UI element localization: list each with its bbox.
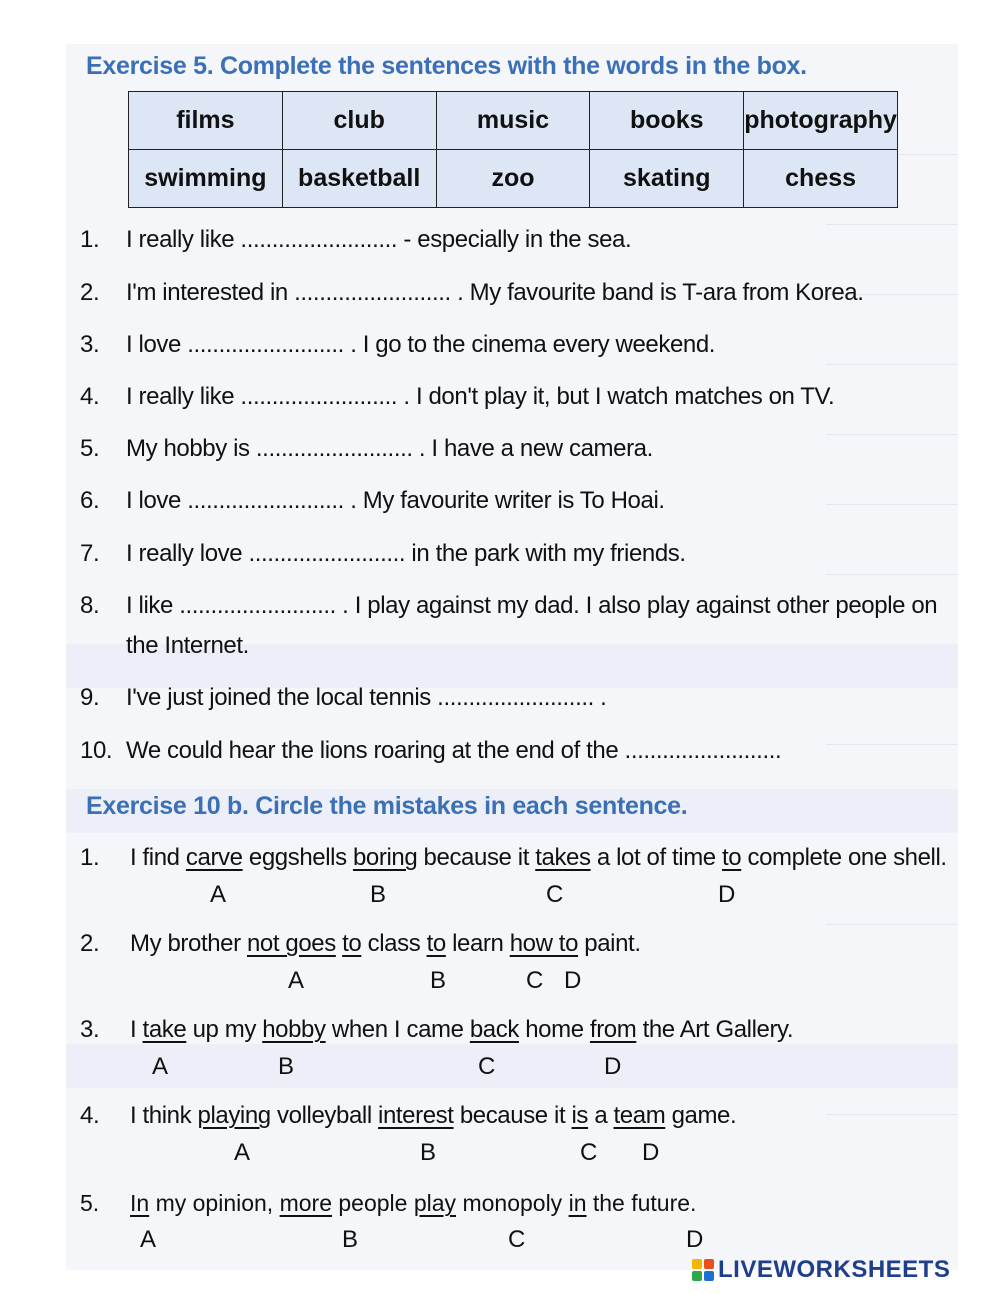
exercise10b-title: Exercise 10 b. Circle the mistakes in each sentence. — [86, 792, 688, 820]
option-c-underline[interactable]: to — [426, 930, 446, 957]
item-number: 5. — [80, 435, 100, 462]
exercise5-title: Exercise 5. Complete the sentences with the words in the box. — [86, 52, 807, 80]
question-4 — [80, 1102, 736, 1130]
item-number: 4. — [80, 383, 100, 410]
option-b-underline[interactable]: more — [279, 1190, 332, 1216]
item-number: 1. — [80, 226, 100, 253]
item-text: I love ......................... . My favourite writer is To Hoai. — [126, 487, 665, 514]
word-cell: books — [590, 92, 744, 150]
sentence-item — [80, 737, 781, 765]
sentence-item — [80, 383, 834, 411]
option-c-underline[interactable]: play — [413, 1190, 457, 1216]
word-cell: zoo — [436, 150, 590, 208]
item-number: 3. — [80, 331, 100, 358]
option-letter-b: B — [370, 881, 387, 908]
sentence-part: up my — [186, 1016, 263, 1043]
option-a-underline[interactable]: take — [142, 1016, 187, 1043]
word-cell: films — [129, 92, 283, 150]
option-a-underline[interactable]: not goes — [246, 930, 336, 957]
sentence-item — [80, 684, 606, 712]
sentence-part: I find — [130, 844, 186, 871]
option-letter-a: A — [140, 1226, 157, 1253]
sentence-item — [80, 487, 665, 515]
option-b-underline[interactable]: boring — [352, 844, 418, 871]
option-letter-c: C — [478, 1053, 496, 1080]
question-1 — [80, 844, 947, 872]
word-cell: chess — [744, 150, 898, 208]
sentence-part: when I came — [325, 1016, 470, 1043]
word-cell: skating — [590, 150, 744, 208]
option-letter-d: D — [642, 1139, 660, 1166]
sentence-part: my opinion, — [149, 1190, 280, 1216]
sentence-part: paint. — [578, 930, 641, 957]
item-text: I really like ......................... . I don't play it, but I watch matches on TV. — [126, 383, 835, 410]
sentence-part: because it — [453, 1102, 572, 1129]
sentence-part: the future. — [586, 1190, 697, 1216]
option-letter-c: C — [580, 1139, 598, 1166]
sentence-part: I — [130, 1016, 143, 1043]
logo-icon — [692, 1259, 714, 1281]
option-d-underline[interactable]: to — [722, 844, 742, 871]
option-c-underline[interactable]: is — [571, 1102, 589, 1129]
sentence-part: because it — [417, 844, 536, 871]
sentence-part: home — [518, 1016, 590, 1043]
item-number: 2. — [80, 279, 100, 306]
option-a-underline[interactable]: playing — [197, 1102, 271, 1129]
sentence-part: volleyball — [270, 1102, 379, 1129]
option-letter-d: D — [564, 967, 582, 994]
option-letter-b: B — [430, 967, 447, 994]
item-text: I've just joined the local tennis ......................... . — [126, 684, 607, 711]
sentence-part: learn — [445, 930, 510, 957]
question-2 — [80, 930, 641, 958]
logo-text: LIVEWORKSHEETS — [718, 1256, 951, 1283]
option-d-underline[interactable]: in — [568, 1190, 587, 1216]
option-c-underline[interactable]: takes — [535, 844, 591, 871]
option-letter-c: C — [546, 881, 564, 908]
sentence-part: game. — [665, 1102, 737, 1129]
option-letter-a: A — [288, 967, 305, 994]
question-number: 3. — [80, 1016, 100, 1043]
word-cell: basketball — [282, 150, 436, 208]
option-a-underline[interactable]: carve — [185, 844, 243, 871]
option-letter-c: C — [508, 1226, 526, 1253]
word-cell: photography — [744, 92, 898, 150]
question-number: 1. — [80, 844, 100, 871]
item-text: I like ......................... . I play against my dad. I also play against other people on — [126, 592, 938, 619]
option-d-underline[interactable]: team — [613, 1102, 666, 1129]
option-b-underline[interactable]: to — [342, 930, 362, 957]
item-number: 10. — [80, 737, 113, 764]
item-text: I'm interested in ......................... . My favourite band is T-ara from Korea. — [126, 279, 864, 306]
option-c-underline[interactable]: back — [469, 1016, 519, 1043]
word-cell: club — [282, 92, 436, 150]
option-b-underline[interactable]: interest — [378, 1102, 454, 1129]
option-letter-b: B — [420, 1139, 437, 1166]
option-letter-d: D — [686, 1226, 704, 1253]
item-number: 7. — [80, 540, 100, 567]
sentence-part: My brother — [130, 930, 247, 957]
option-d-underline[interactable]: from — [589, 1016, 637, 1043]
sentence-item — [80, 435, 653, 463]
liveworksheets-logo — [692, 1256, 950, 1284]
word-cell: swimming — [129, 150, 283, 208]
sentence-part: class — [361, 930, 427, 957]
word-box — [128, 91, 898, 208]
sentence-part: people — [332, 1190, 414, 1216]
sentence-item — [80, 279, 864, 307]
sentence-item — [80, 592, 937, 620]
option-letter-a: A — [210, 881, 227, 908]
item-text: I love ......................... . I go to the cinema every weekend. — [126, 331, 716, 358]
sentence-part: monopoly — [456, 1190, 569, 1216]
sentence-part: a lot of time — [590, 844, 723, 871]
option-letter-a: A — [234, 1139, 251, 1166]
item-number: 8. — [80, 592, 100, 619]
question-number: 5. — [80, 1190, 100, 1216]
item-text: I really like ......................... - especially in the sea. — [126, 226, 632, 253]
sentence-part: a — [588, 1102, 614, 1129]
sentence-part: complete one shell. — [741, 844, 947, 871]
word-cell: music — [436, 92, 590, 150]
sentence-continuation: the Internet. — [126, 632, 249, 659]
question-3 — [80, 1016, 793, 1044]
item-text: I really love ......................... in the park with my friends. — [126, 540, 686, 567]
option-letter-d: D — [718, 881, 736, 908]
sentence-part: the Art Gallery. — [636, 1016, 794, 1043]
sentence-item — [80, 331, 715, 359]
option-letter-a: A — [152, 1053, 169, 1080]
option-letter-c: C — [526, 967, 544, 994]
sentence-part: eggshells — [242, 844, 353, 871]
option-d-underline[interactable]: how to — [509, 930, 579, 957]
item-number: 9. — [80, 684, 100, 711]
sentence-item — [80, 226, 631, 254]
question-number: 2. — [80, 930, 100, 957]
option-letter-d: D — [604, 1053, 622, 1080]
question-5 — [80, 1190, 696, 1217]
sentence-part: I think — [130, 1102, 198, 1129]
option-a-underline[interactable]: In — [130, 1190, 150, 1216]
worksheet-page — [66, 44, 958, 1270]
question-number: 4. — [80, 1102, 100, 1129]
item-text: My hobby is ......................... . I have a new camera. — [126, 435, 653, 462]
option-letter-b: B — [342, 1226, 359, 1253]
sentence-item — [80, 540, 686, 568]
item-number: 6. — [80, 487, 100, 514]
item-text: We could hear the lions roaring at the end of the ......................... — [126, 737, 782, 764]
option-letter-b: B — [278, 1053, 295, 1080]
option-b-underline[interactable]: hobby — [262, 1016, 326, 1043]
